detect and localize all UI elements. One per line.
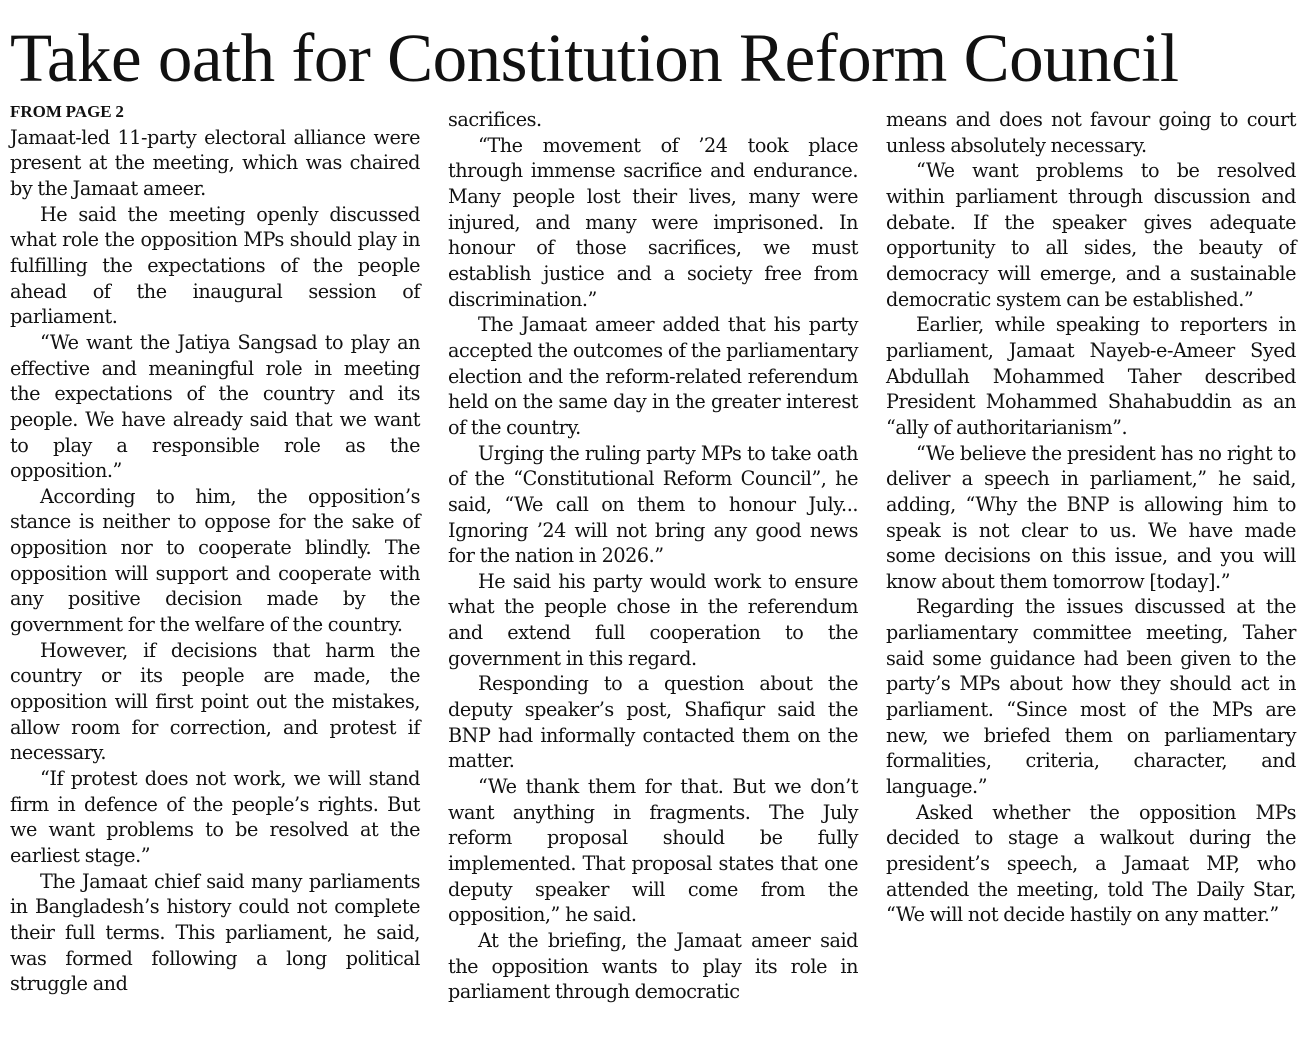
article-paragraph: However, if decisions that harm the country or its people are made, the opposition will first point out the mistakes, allow room for correction, and protest if necessary. [10, 638, 420, 765]
article-column-2 [448, 107, 858, 1005]
article-paragraph: sacrifices. [448, 108, 542, 131]
article-paragraph: Regarding the issues discussed at the parliamentary committee meeting, Taher said some guidance had been given to the party’s MPs about how they should act in parliament. “Since most of the MPs are new, we briefed them on parliamentary formalities, criteria, character, and language.” [886, 595, 1296, 799]
article-paragraph: Jamaat-led 11-party electoral alliance were present at the meeting, which was chaired by the Jamaat ameer. [10, 125, 420, 200]
article-paragraph: Urging the ruling party MPs to take oath of the “Constitutional Reform Council”, he said, “We call on them to honour July... Ignoring ’24 will not bring any good news for the nation in 2026.” [448, 441, 858, 568]
article-paragraph: “We thank them for that. But we don’t want anything in fragments. The July reform proposal should be fully implemented. That proposal states that one deputy speaker will come from the opposition,” he said. [448, 775, 858, 927]
article-paragraph: He said his party would work to ensure what the people chose in the referendum and extend full cooperation to the government in this regard. [448, 569, 858, 670]
article-paragraph: The Jamaat chief said many parliaments in Bangladesh’s history could not complete their full terms. This parliament, he said, was formed following a long political struggle and [10, 869, 420, 996]
article-paragraph: Responding to a question about the deputy speaker’s post, Shafiqur said the BNP had informally contacted them on the matter. [448, 672, 858, 773]
article-column-3 [886, 107, 1296, 928]
article-paragraph: “We want the Jatiya Sangsad to play an effective and meaningful role in meeting the expectations of the country and its people. We have already said that we want to play a responsible role as the opposition.” [10, 330, 420, 483]
headline: Take oath for Constitution Reform Council [10, 20, 1179, 96]
article-paragraph: “We believe the president has no right to deliver a speech in parliament,” he said, adding, “Why the BNP is allowing him to speak is not clear to us. We have made some decisions on this issue, and you will know about them tomorrow [today].” [886, 441, 1296, 593]
article-paragraph: At the briefing, the Jamaat ameer said the opposition wants to play its role in parliament through democratic [448, 929, 858, 1004]
article-paragraph: “The movement of ’24 took place through immense sacrifice and endurance. Many people lost their lives, many were injured, and many were imprisoned. In honour of those sacrifices, we must establish justice and a society free from discrimination.” [448, 133, 858, 311]
continuation-kicker: FROM PAGE 2 [10, 102, 124, 121]
article-paragraph: He said the meeting openly discussed what role the opposition MPs should play in fulfilling the expectations of the people ahead of the inaugural session of parliament. [10, 202, 420, 329]
article-paragraph: The Jamaat ameer added that his party accepted the outcomes of the parliamentary election and the reform-related referendum held on the same day in the greater interest of the country. [448, 313, 858, 439]
article-paragraph: Asked whether the opposition MPs decided to stage a walkout during the president’s speech, a Jamaat MP, who attended the meeting, told The Daily Star, “We will not decide hastily on any matter.” [886, 800, 1296, 927]
article-paragraph: Earlier, while speaking to reporters in parliament, Jamaat Nayeb-e-Ameer Syed Abdullah Mohammed Taher described President Mohammed Shahabuddin as an “ally of authoritarianism”. [886, 313, 1296, 439]
article-paragraph: “If protest does not work, we will stand firm in defence of the people’s rights. But we want problems to be resolved at the earliest stage.” [10, 767, 420, 868]
article-paragraph: means and does not favour going to court unless absolutely necessary. [886, 108, 1296, 157]
article-paragraph: According to him, the opposition’s stance is neither to oppose for the sake of opposition nor to cooperate blindly. The opposition will support and cooperate with any positive decision made by the government for the welfare of the country. [10, 484, 420, 637]
article-column-1 [10, 102, 420, 997]
article-paragraph: “We want problems to be resolved within parliament through discussion and debate. If the speaker gives adequate opportunity to all sides, the beauty of democracy will emerge, and a sustainable democratic system can be established.” [886, 159, 1296, 311]
